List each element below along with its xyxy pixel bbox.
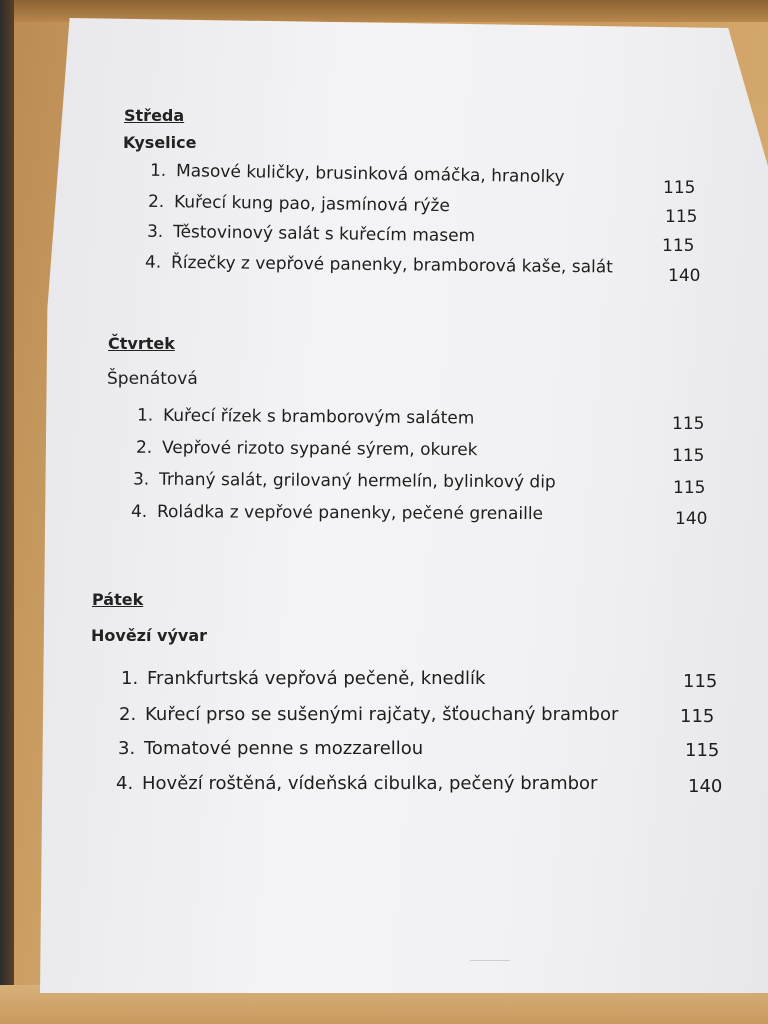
menu-item	[137, 406, 475, 429]
item-price: 115	[665, 207, 698, 227]
item-name: Masové kuličky, brusinková omáčka, hranolky	[175, 161, 565, 188]
item-name: Hovězí roštěná, vídeňská cibulka, pečený brambor	[142, 773, 598, 794]
menu-item	[116, 773, 597, 794]
item-price: 115	[685, 740, 720, 761]
item-number: 1.	[136, 405, 154, 426]
item-number: 1.	[149, 160, 167, 181]
item-name: Vepřové rizoto sypané sýrem, okurek	[161, 437, 478, 461]
day-heading-thursday: Čtvrtek	[108, 334, 175, 353]
menu-item	[136, 438, 478, 460]
soup-thursday: Špenátová	[107, 369, 198, 389]
item-number: 1.	[121, 668, 139, 689]
item-number: 4.	[130, 501, 148, 523]
menu-item	[133, 470, 556, 493]
item-number: 3.	[118, 738, 136, 759]
item-price: 140	[675, 509, 708, 529]
item-price: 115	[683, 671, 718, 692]
menu-item	[147, 222, 475, 247]
menu-item	[119, 704, 618, 725]
item-name: Tomatové penne s mozzarellou	[144, 738, 424, 759]
soup-friday: Hovězí vývar	[91, 626, 208, 645]
day-heading-wednesday: Středa	[124, 106, 185, 125]
menu-item	[145, 253, 613, 278]
item-price: 115	[663, 178, 696, 198]
item-number: 4.	[144, 252, 162, 273]
item-number: 2.	[119, 704, 137, 725]
item-number: 2.	[135, 437, 153, 458]
item-name: Trhaný salát, grilovaný hermelín, bylinkový dip	[158, 469, 556, 493]
item-name: Kuřecí prso se sušenými rajčaty, šťouchaný brambor	[145, 704, 619, 725]
item-name: Kuřecí řízek s bramborovým salátem	[162, 405, 475, 429]
item-number: 4.	[116, 773, 134, 794]
item-name: Roládka z vepřové panenky, pečené grenaille	[156, 502, 544, 525]
item-name: Řízečky z vepřové panenky, bramborová kaše, salát	[170, 252, 613, 278]
item-name: Kuřecí kung pao, jasmínová rýže	[173, 192, 451, 217]
item-name: Těstovinový salát s kuřecím masem	[172, 222, 476, 247]
day-heading-friday: Pátek	[92, 590, 144, 609]
item-number: 2.	[147, 191, 165, 213]
item-price: 115	[662, 236, 695, 256]
menu-item	[148, 192, 450, 216]
item-price: 140	[668, 266, 701, 286]
item-price: 115	[680, 706, 715, 727]
item-price: 115	[672, 446, 705, 466]
item-price: 115	[673, 478, 706, 498]
item-price: 140	[688, 776, 723, 797]
menu-item	[118, 738, 423, 759]
menu-item	[121, 668, 485, 689]
menu-item	[150, 161, 565, 188]
menu-item	[131, 502, 543, 524]
item-name: Frankfurtská vepřová pečeně, knedlík	[147, 668, 486, 689]
item-number: 3.	[132, 469, 150, 490]
item-price: 115	[672, 414, 705, 434]
item-number: 3.	[146, 221, 164, 242]
soup-wednesday: Kyselice	[123, 133, 197, 152]
